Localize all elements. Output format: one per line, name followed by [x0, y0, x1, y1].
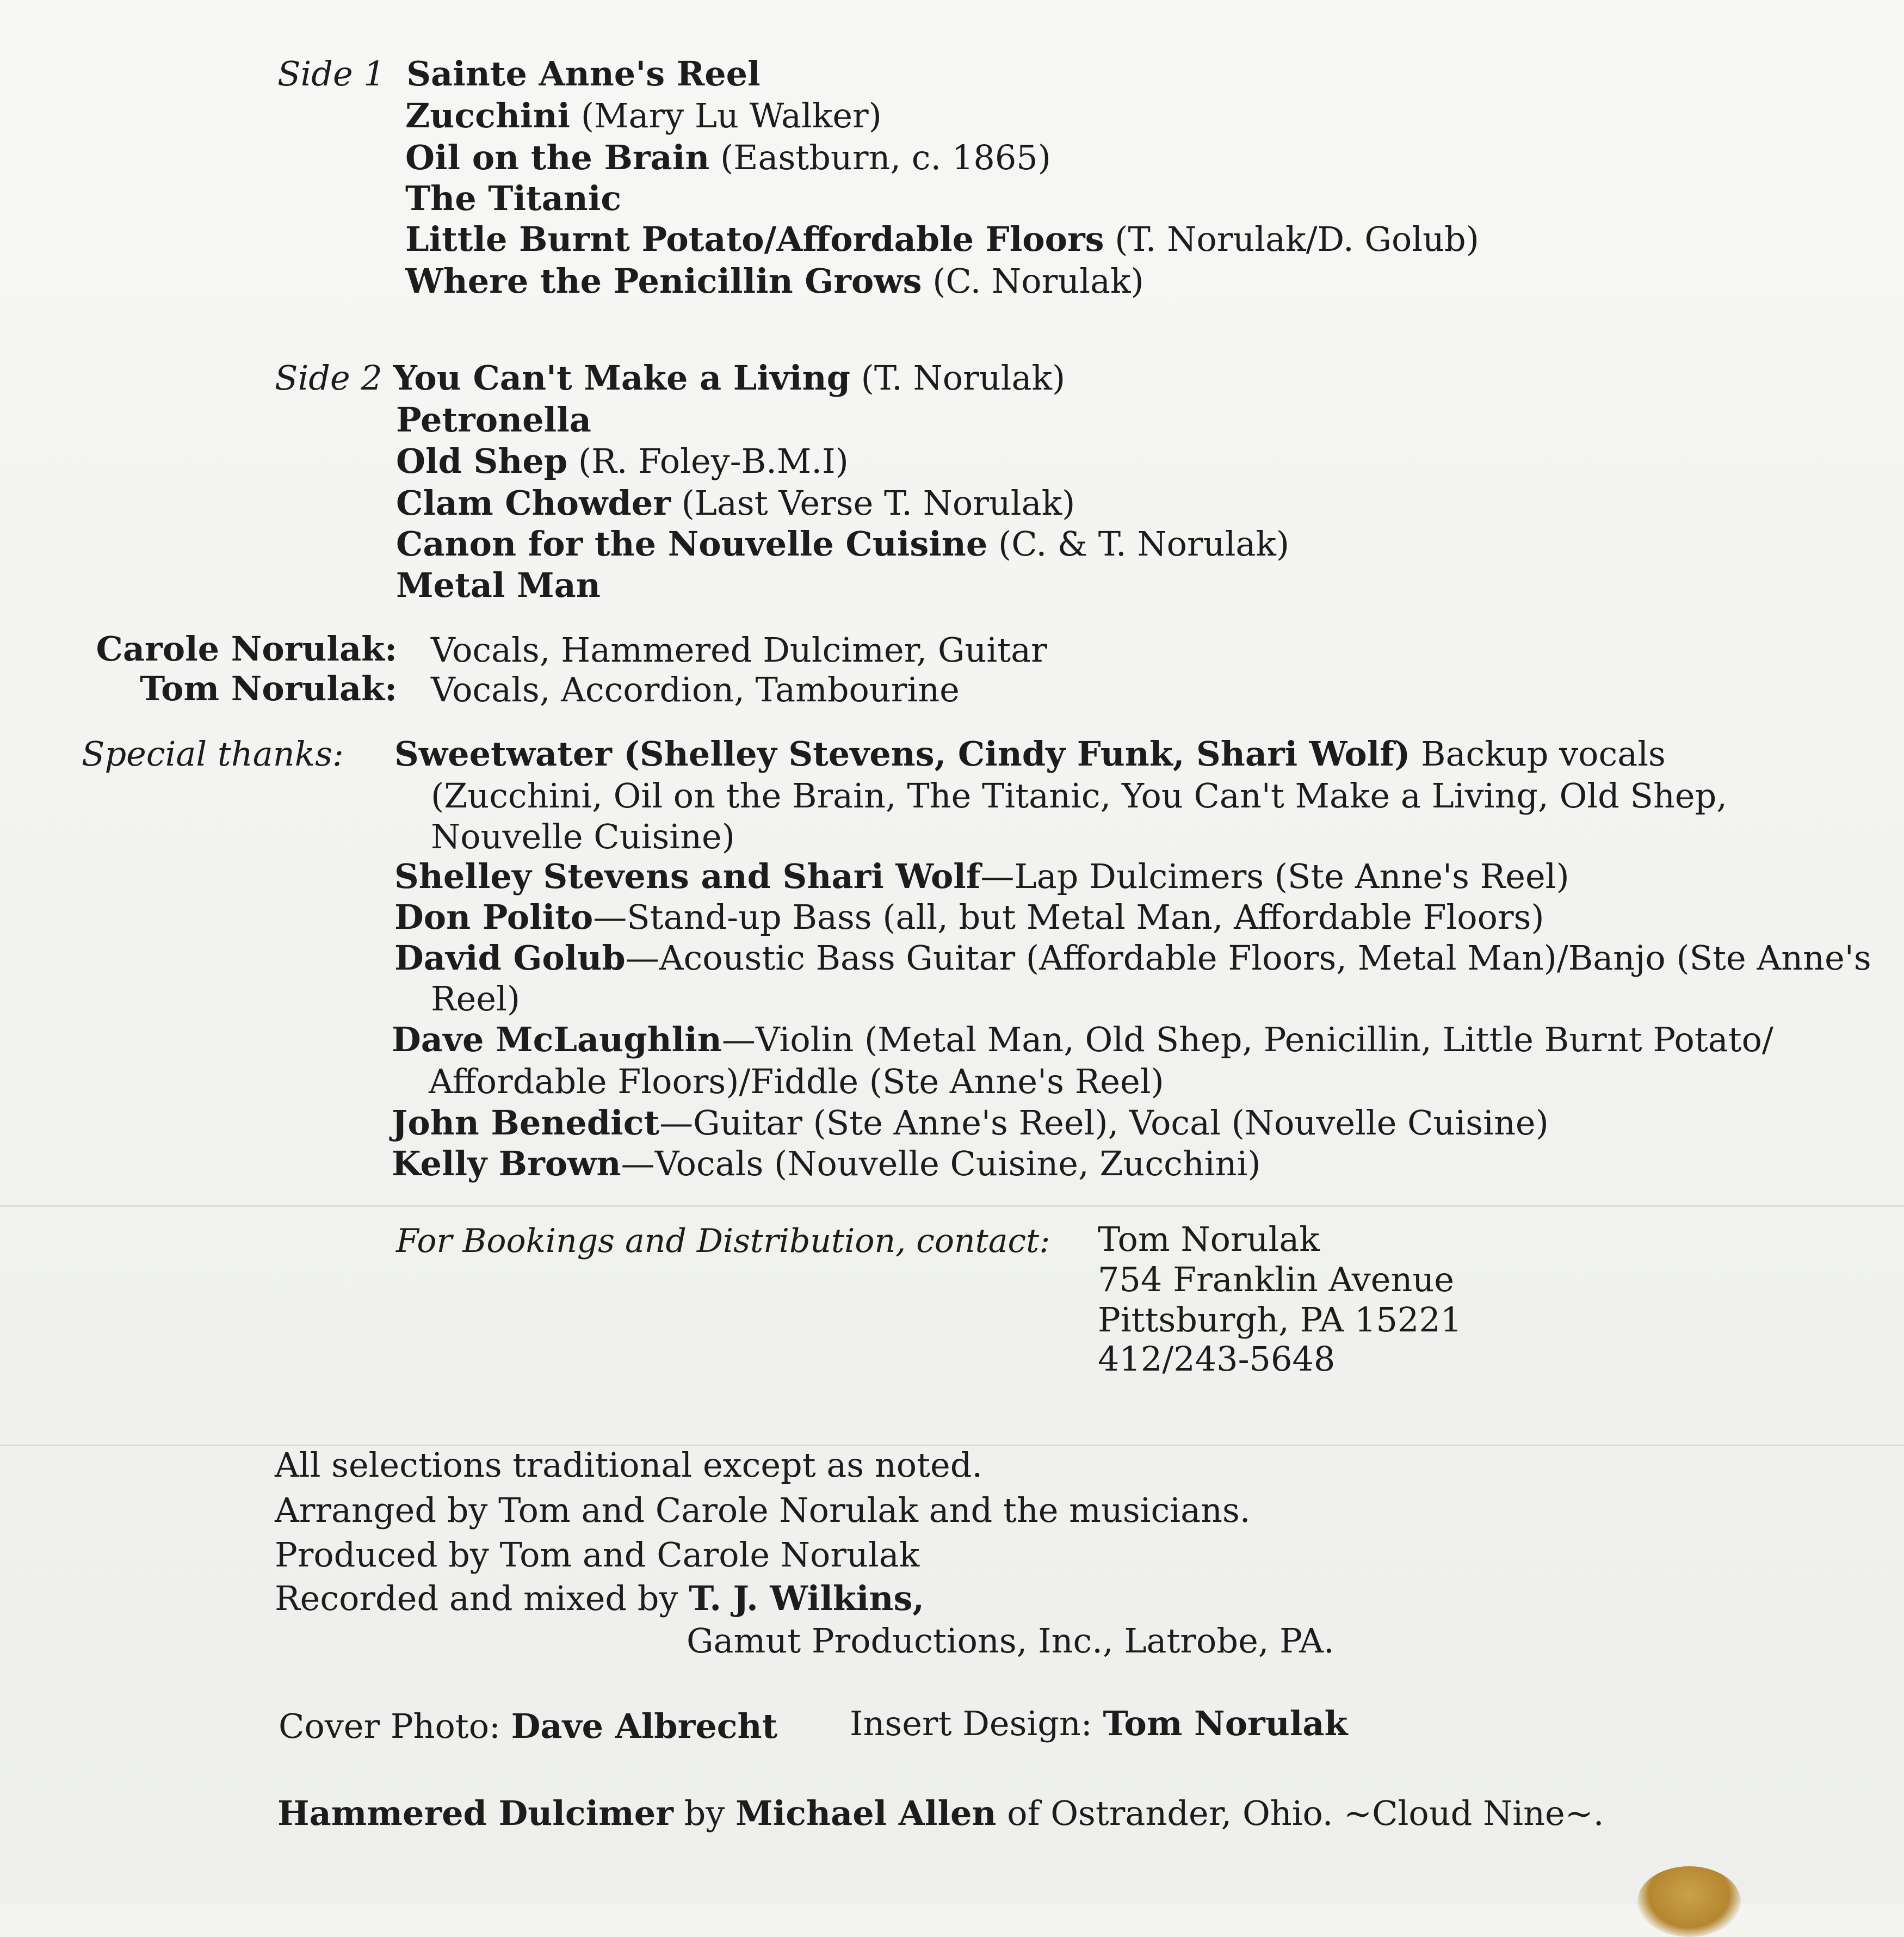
side2-track-3: Old Shep (R. Foley-B.M.I) — [396, 441, 849, 481]
note-produced: Produced by Tom and Carole Norulak — [275, 1535, 920, 1575]
side2-track-4: Clam Chowder (Last Verse T. Norulak) — [396, 483, 1075, 523]
note-arranged: Arranged by Tom and Carole Norulak and the musicians. — [275, 1490, 1251, 1530]
side1-track-3: Oil on the Brain (Eastburn, c. 1865) — [405, 138, 1051, 177]
performer-name: Tom Norulak: — [140, 669, 397, 708]
side1-track-2: Zucchini (Mary Lu Walker) — [405, 96, 882, 135]
side1-label: Side 1 — [277, 54, 385, 94]
fold-line — [0, 1205, 1904, 1207]
contact-city: Pittsburgh, PA 15221 — [1098, 1300, 1462, 1340]
contact-label: For Bookings and Distribution, contact: — [396, 1222, 1050, 1260]
side2-label: Side 2 — [275, 358, 382, 398]
performer-name: Carole Norulak: — [96, 629, 397, 669]
side1-track-1: Side 1 Sainte Anne's Reel — [277, 54, 761, 94]
insert-design-credit: Insert Design: Tom Norulak — [850, 1704, 1348, 1743]
thanks-entry: Sweetwater (Shelley Stevens, Cindy Funk, Shari Wolf) Backup vocals — [394, 734, 1666, 774]
thanks-entry-continued: Nouvelle Cuisine) — [431, 817, 735, 856]
side1-track-5: Little Burnt Potato/Affordable Floors (T. Norulak/D. Golub) — [405, 219, 1479, 259]
note-traditional: All selections traditional except as noted. — [275, 1445, 983, 1485]
side2-track-6: Metal Man — [396, 565, 601, 605]
dulcimer-credit: Hammered Dulcimer by Michael Allen of Ostrander, Ohio. ~Cloud Nine~. — [277, 1793, 1604, 1833]
note-recorded: Recorded and mixed by T. J. Wilkins, — [275, 1578, 924, 1618]
side2-track-2: Petronella — [396, 400, 591, 440]
thanks-entry: Kelly Brown—Vocals (Nouvelle Cuisine, Zucchini) — [392, 1144, 1261, 1183]
performer-roles: Vocals, Hammered Dulcimer, Guitar — [431, 630, 1047, 670]
note-studio: Gamut Productions, Inc., Latrobe, PA. — [687, 1621, 1334, 1661]
contact-name: Tom Norulak — [1098, 1219, 1320, 1259]
contact-phone: 412/243-5648 — [1098, 1339, 1336, 1379]
thanks-entry: John Benedict—Guitar (Ste Anne's Reel), Vocal (Nouvelle Cuisine) — [392, 1103, 1549, 1143]
special-thanks-label: Special thanks: — [82, 734, 344, 774]
thanks-entry-continued: Affordable Floors)/Fiddle (Ste Anne's Reel) — [429, 1062, 1164, 1101]
performer-roles: Vocals, Accordion, Tambourine — [431, 670, 960, 710]
thanks-entry-continued: Reel) — [431, 979, 521, 1019]
thanks-entry-continued: (Zucchini, Oil on the Brain, The Titanic, You Can't Make a Living, Old Shep, — [431, 776, 1728, 816]
thanks-entry: David Golub—Acoustic Bass Guitar (Affordable Floors, Metal Man)/Banjo (Ste Anne's — [394, 938, 1871, 978]
side1-track-6: Where the Penicillin Grows (C. Norulak) — [405, 261, 1144, 301]
thanks-entry: Don Polito—Stand-up Bass (all, but Metal Man, Affordable Floors) — [394, 897, 1544, 937]
thanks-entry: Dave McLaughlin—Violin (Metal Man, Old Shep, Penicillin, Little Burnt Potato/ — [392, 1020, 1773, 1059]
side2-track-5: Canon for the Nouvelle Cuisine (C. & T. Norulak) — [396, 524, 1290, 564]
cover-photo-credit: Cover Photo: Dave Albrecht — [279, 1706, 778, 1746]
side1-track-4: The Titanic — [405, 178, 622, 218]
stain-mark — [1637, 1866, 1741, 1937]
side2-track-1: Side 2 You Can't Make a Living (T. Norulak) — [275, 358, 1066, 398]
thanks-entry: Shelley Stevens and Shari Wolf—Lap Dulcimers (Ste Anne's Reel) — [394, 856, 1569, 896]
contact-street: 754 Franklin Avenue — [1098, 1260, 1454, 1299]
